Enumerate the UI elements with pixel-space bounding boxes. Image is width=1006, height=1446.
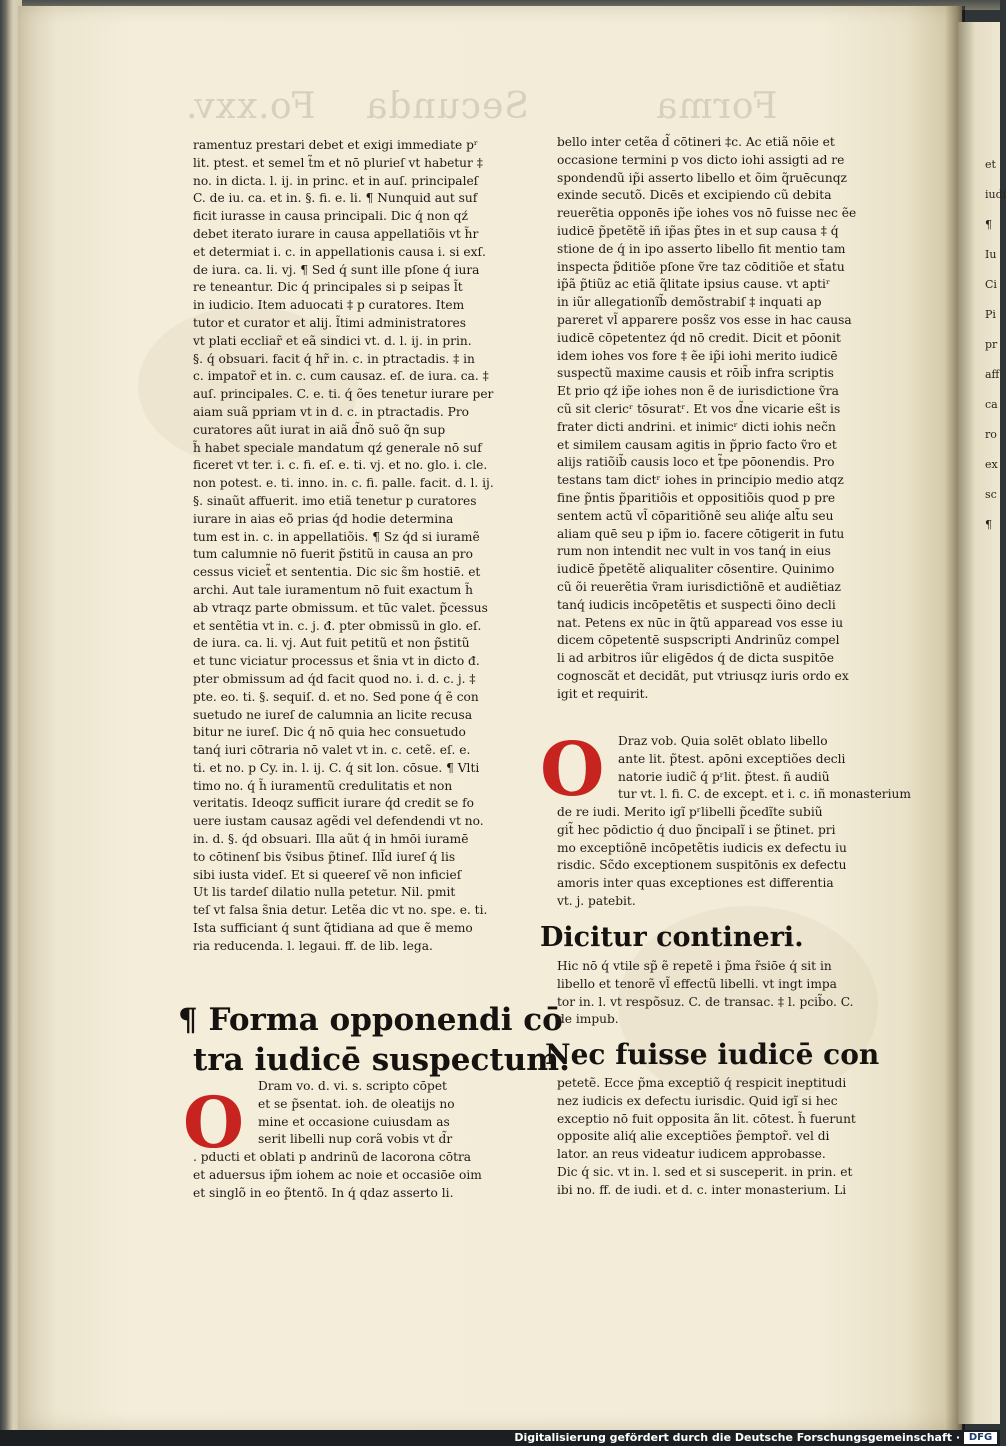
text-line: lit. ptest. et semel t̃m et nō plurieſ vt habetur ‡: [193, 155, 483, 170]
right-column: [557, 134, 882, 704]
margin-fragment: aff: [985, 368, 1000, 381]
text-line: sibi iusta videſ. Et si queereſ vẽ non inficieſ: [193, 867, 462, 882]
text-line: iudicē p̃petẽtẽ aliqualiter cōsentire. Quinimo: [557, 562, 835, 577]
text-line: nez iudicis ex defectu iurisdic. Quid igĩ si hec: [557, 1093, 838, 1108]
text-line: testans tam dictʳ iohes in principio medio atqz: [557, 473, 844, 488]
text-line: no. in dicta. l. ij. in princ. et in auſ. principaleſ: [193, 173, 479, 188]
margin-fragment: Pi: [985, 308, 996, 321]
text-line: occasione termini p vos dicto iohi assigti ad re: [557, 152, 845, 167]
margin-fragment: ex: [985, 458, 998, 471]
right-after-heading2: [557, 1075, 882, 1200]
right-after-heading1: [557, 958, 882, 1029]
text-line: et aduersus ip̃m iohem ac noie et occasiōe oim: [193, 1167, 482, 1182]
text-line: aiam suã ppriam vt in d. c. in ptractadis. Pro: [193, 404, 469, 419]
text-line: tanq́ iuri cōtraria nō valet vt in. c. cetẽ. eſ. e.: [193, 743, 471, 758]
text-line: et se p̃sentat. ioh. de oleatijs no: [258, 1096, 455, 1111]
text-line: pte. eo. ti. §. sequiſ. d. et no. Sed pone q́ ẽ con: [193, 689, 479, 704]
text-line: frater dicti andrini. et inimicʳ dicti iohis nec̃n: [557, 419, 836, 434]
running-head-middle: Secunda: [365, 86, 530, 127]
right-column-text: [557, 134, 882, 704]
text-line: cũ õi reuerẽtia ṽram iurisdictiõnē et audiẽtiaz: [557, 579, 841, 594]
text-line: ab vtraqz parte obmissum. et tūc valet. p̃cessus: [193, 600, 488, 615]
text-line: vt. j. patebit.: [557, 893, 636, 908]
text-line: stione de q́ in ipo asserto libello fit mentio tam: [557, 241, 846, 256]
text-line: debet iterato iurare in causa appellatiõis vt h̃r: [193, 226, 479, 241]
text-line: ibi no. ff. de iudi. et d. c. inter monasterium. Li: [557, 1182, 847, 1197]
text-line: cũ sit clericʳ tōsuratʳ. Et vos d̃ne vicarie es̃t is: [557, 401, 841, 416]
left-indented-text: [258, 1078, 523, 1149]
text-line: git̃ hec pōdictio q́ duo p̃ncipalĩ i se p̃tinet. pri: [557, 822, 836, 837]
margin-fragment: sc: [985, 488, 997, 501]
text-line: petetẽ. Ecce p̃ma exceptiõ q́ respicit ineptitudi: [557, 1076, 847, 1090]
margin-fragment: Ci: [985, 278, 997, 291]
text-line: cognoscãt et decidãt, put vtriusqz iuris ordo ex: [557, 668, 849, 683]
text-line: to cōtinenſ bis ṽsibus p̃tineſ. Ill̃d iureſ q́ lis: [193, 849, 456, 864]
margin-fragment: Iu: [985, 248, 997, 261]
text-line: de iura. ca. li. vj. Aut fuit petitũ et non p̃stitũ: [193, 636, 470, 651]
text-line: tanq́ iudicis incōpetẽtis et suspecti õino decli: [557, 597, 836, 612]
text-line: Draz vob. Quia solēt oblato libello: [618, 734, 828, 748]
right-mid-text: [557, 804, 882, 911]
text-line: et determiat i. c. in appellationis causa i. si exſ.: [193, 244, 486, 259]
text-line: ti. et no. p Cy. in. l. ij. C. q́ sit lon. cōsue. ¶ Vlti: [193, 760, 480, 775]
left-section-heading-1: ¶ Forma opponendi cō: [178, 1002, 563, 1038]
text-line: iudicē cōpetentez q́d nō credit. Dicit et pōonit: [557, 330, 841, 345]
text-line: suspectũ maxime causis et rōib̃ infra scriptis: [557, 366, 834, 381]
text-line: mine et occasione cuiusdam as: [258, 1114, 450, 1129]
text-line: iurare in aias eõ prias q́d hodie determina: [193, 511, 454, 526]
running-head-right: Forma: [655, 86, 778, 127]
text-line: nat. Petens ex nūc in q̃tũ apparead vos esse iu: [557, 615, 844, 630]
right-heading-dicitur: Dicitur contineri.: [540, 922, 804, 953]
margin-fragment: pr: [985, 338, 998, 351]
text-line: pareret vl̃ apparere poss̃z vos esse in hac causa: [557, 312, 852, 327]
text-line: in iudicio. Item aduocati ‡ p curatores. Item: [193, 298, 465, 313]
text-line: Dic q́ sic. vt in. l. sed et si susceperit. in prin. et: [557, 1164, 853, 1179]
text-line: alijs ratiõib̃ causis loco et t̃pe pōonendis. Pro: [557, 455, 835, 470]
right-red-initial: O: [540, 727, 605, 813]
text-line: et singlõ in eo p̃tentõ. In q́ qdaz asserto li.: [193, 1185, 454, 1200]
text-line: et similem causam agitis in p̃prio facto ṽro et: [557, 437, 837, 452]
running-head-left: Fo.xxv.: [185, 86, 316, 127]
text-line: re teneantur. Dic q́ principales si p seipas l̃t: [193, 280, 463, 295]
dfg-logo: DFG: [964, 1432, 997, 1444]
text-line: opposite aliq́ alie exceptiões p̃emptor̃. vel di: [557, 1129, 830, 1144]
text-line: h̃ habet speciale mandatum qź generale nō suf: [193, 440, 482, 455]
text-line: Et prio qź ip̃e iohes non ẽ de iurisdictione ṽra: [557, 384, 839, 399]
text-line: sentem actũ vl̃ cōparitiõnẽ seu aliq́e alt̃u seu: [557, 508, 834, 523]
text-line: cessus viciet̃ et sententia. Dic sic s̃m hostiē. et: [193, 565, 481, 580]
text-line: lator. an reus videatur iudicem approbasse.: [557, 1147, 826, 1162]
right-indented-text: [618, 733, 911, 804]
text-line: amoris inter quas exceptiones est differentia: [557, 876, 834, 891]
text-line: suetudo ne iureſ de calumnia an licite recusa: [193, 707, 473, 722]
text-line: inspecta p̃ditiõe pſone ṽre taz cōditiõe et st̃atu: [557, 259, 845, 274]
margin-fragment: ¶: [985, 218, 992, 231]
text-line: li ad arbitros iũr eligēdos q́ de dicta suspitōe: [557, 651, 834, 666]
text-line: exceptio nō fuit opposita ãn lit. cōtest. h̃ fuerunt: [557, 1111, 856, 1126]
text-line: vt plati eccliar̃ et eã sindici vt. d. l. ij. in prin.: [193, 333, 472, 348]
text-line: in iũr allegationĩb̃ demõstrabiſ ‡ inquati ap: [557, 295, 822, 310]
right-heading-nec-fuisse: Nec fuisse iudicē con: [545, 1038, 880, 1071]
left-column: [193, 137, 523, 956]
text-line: risdic. Sc̃do exceptionem suspitōnis ex defectu: [557, 858, 847, 873]
text-line: bitur ne iureſ. Dic q́ nō quia hec consuetudo: [193, 725, 466, 740]
text-line: libello et tenorẽ vl̃ effectũ libelli. vt ingt impa: [557, 976, 837, 991]
text-line: de re iudi. Merito igĩ pʳlibelli p̃cedĩte subiũ: [557, 805, 823, 819]
text-line: c. impator̃ et in. c. cum causaz. eſ. de iura. ca. ‡: [193, 369, 489, 384]
text-line: ante lit. p̃test. apōni exceptiões decli: [618, 751, 846, 766]
text-line: ramentuz prestari debet et exigi immediate pʳ: [193, 138, 479, 152]
text-line: et tunc viciatur processus et s̃nia vt in dicto đ.: [193, 654, 480, 669]
text-line: idem iohes vos fore ‡ ẽe ip̃i iohi merito iudicē: [557, 348, 838, 363]
text-line: §. q́ obsuari. facit q́ hr̃ in. c. in ptractadis. ‡ in: [193, 351, 475, 366]
text-line: in. d. §. q́d obsuari. Illa aũt q́ in hmōi iuramē: [193, 832, 469, 847]
margin-fragment: et: [985, 158, 996, 171]
left-column-text: [193, 137, 523, 956]
text-line: ria reducenda. l. legaui. ff. de lib. lega.: [193, 938, 433, 953]
text-line: C. de iu. ca. et in. §. fi. e. li. ¶ Nunquid aut suf: [193, 191, 478, 206]
text-line: archi. Aut tale iuramentum nō fuit exactum h̃: [193, 582, 473, 597]
text-line: ficeret vt ter. i. c. fi. eſ. e. ti. vj. et no. glo. i. cle.: [193, 458, 488, 473]
text-line: teſ vt falsa s̃nia detur. Letẽa dic vt no. spe. e. ti.: [193, 903, 488, 918]
text-line: spondendũ ip̃i asserto libello et õim q̃ruēcunqz: [557, 170, 847, 185]
left-section-heading-2: tra iudicē suspectum.: [193, 1042, 570, 1078]
text-line: de impub.: [557, 1012, 619, 1027]
text-line: de iura. ca. li. vj. ¶ Sed q́ sunt ille pſone q́ iura: [193, 262, 480, 277]
text-line: curatores aũt iurat in aiã d̃nõ suõ q̃n sup: [193, 422, 446, 437]
text-line: iudicē p̃petẽtẽ iñ ip̃as p̃tes in et sup causa ‡ q́: [557, 223, 839, 238]
text-line: fine p̃ntis p̃paritiõis et oppositiõis quod p pre: [557, 490, 836, 505]
text-line: bello inter cetẽa d̃ cōtineri ‡c. Ac etiã nōie et: [557, 135, 835, 149]
text-line: uere iustam causaz agẽdi vel defendendi vt no.: [193, 814, 484, 829]
text-line: Dram vo. d. vi. s. scripto cōpet: [258, 1079, 447, 1093]
text-line: timo no. q́ h̃ iuramentũ credulitatis et non: [193, 778, 453, 793]
text-line: tutor et curator et alij. l̃timi administratores: [193, 315, 467, 330]
text-line: Ut lis tardeſ dilatio nulla petetur. Nil. pmit: [193, 885, 456, 900]
text-line: Hic nō q́ vtile sp̃ ẽ repetẽ i p̃ma r̃siōe q́ sit in: [557, 959, 832, 973]
text-line: ip̃ã p̃tiũz ac etiã q̃litate ipsius cause. vt aptiʳ: [557, 277, 831, 292]
text-line: igit et requirit.: [557, 686, 649, 701]
text-line: non potest. e. ti. inno. in. c. fi. palle. facit. d. l. ij.: [193, 476, 494, 491]
text-line: natorie iudic̃ q́ pʳlit. p̃test. ñ audiũ: [618, 769, 830, 784]
margin-fragment: ¶: [985, 518, 992, 531]
text-line: serit libelli nup corã vobis vt d̃r: [258, 1132, 453, 1147]
text-line: veritatis. Ideoqz sufficit iurare q́d credit se fo: [193, 796, 474, 811]
margin-fragment: ro: [985, 428, 997, 441]
text-line: §. sinaũt affuerit. imo etiã tenetur p curatores: [193, 493, 477, 508]
text-line: tor in. l. vt respõsuz. C. de transac. ‡ l. pcib̃o. C.: [557, 994, 854, 1009]
text-line: et sentẽtia vt in. c. j. đ. pter obmissũ in glo. eſ.: [193, 618, 482, 633]
margin-fragment: iudi: [985, 188, 1006, 201]
text-line: aliam quē seu p ip̃m io. facere cōtigerit in futu: [557, 526, 845, 541]
text-line: dicem cōpetentē suspscripti Andrinũz compel: [557, 633, 840, 648]
left-red-initial: O: [183, 1081, 244, 1164]
text-line: rum non intendit nec vult in vos tanq́ in eius: [557, 544, 831, 559]
text-line: tur vt. l. fi. C. de except. et i. c. iñ monasterium: [618, 787, 911, 802]
text-line: reuerẽtia opponēs ip̃e iohes vos nō fuisse nec ẽe: [557, 206, 857, 221]
text-line: exinde secutõ. Dicēs et excipiendo cũ debita: [557, 188, 832, 203]
text-line: . pducti et oblati p andrinũ de lacorona cōtra: [193, 1150, 472, 1164]
text-line: auſ. principales. C. e. ti. q́ ões tenetur iurare per: [193, 387, 494, 402]
footer-bar: [0, 1430, 1000, 1446]
text-line: Ista sufficiant q́ sunt q̃tidiana ad que ẽ memo: [193, 921, 473, 936]
text-line: ficit iurasse in causa principali. Dic q́ non qź: [193, 209, 468, 224]
facing-page-fragments: [985, 150, 1006, 540]
text-line: tum est in. c. in appellatiõis. ¶ Sz q́d si iuramẽ: [193, 529, 480, 544]
left-bottom-text: [193, 1149, 523, 1202]
text-line: tum calumnie nō fuerit p̃stitũ in causa an pro: [193, 547, 473, 562]
text-line: mo exceptiõnē incōpetẽtis iudicis ex defectu iu: [557, 840, 847, 855]
text-line: pter obmissum ad q́d facit quod no. i. d. c. j. ‡: [193, 671, 476, 686]
footer-credit: Digitalisierung gefördert durch die Deutsche Forschungsgemeinschaft ·: [514, 1431, 960, 1444]
margin-fragment: ca: [985, 398, 998, 411]
